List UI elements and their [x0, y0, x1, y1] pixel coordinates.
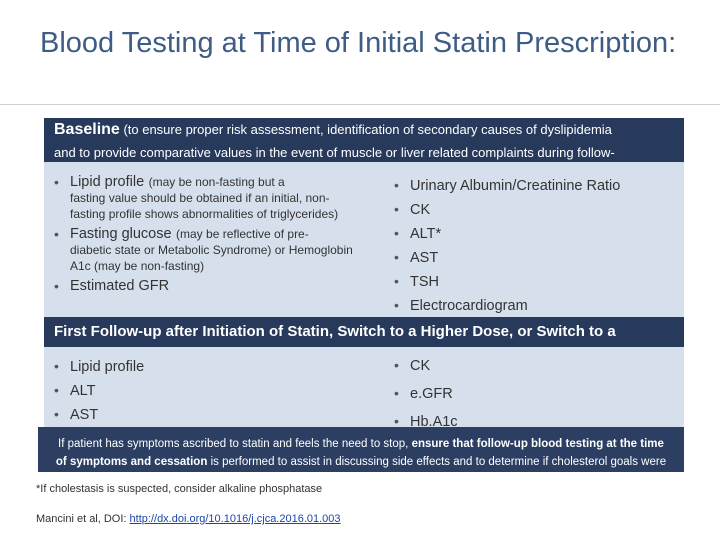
bullet-icon: • [54, 278, 59, 294]
symptom-note-box [38, 427, 684, 472]
baseline-item-gfr [54, 278, 364, 294]
followup-right-item [394, 380, 674, 408]
bullet-icon: • [394, 201, 399, 217]
symptom-note-text [38, 427, 684, 472]
baseline-note-2: and to provide comparative values in the event of muscle or liver related complaints during follow- [54, 145, 615, 160]
footnote: *If cholestasis is suspected, consider alkaline phosphatase [36, 483, 323, 495]
note-bold: ensure that follow-up blood testing at the time of symptoms and cessation [55, 438, 664, 468]
baseline-body [44, 162, 684, 317]
doi-link[interactable]: http://dx.doi.org/10.1016/j.cjca.2016.01.003 [129, 513, 341, 525]
baseline-right-item [394, 270, 674, 294]
baseline-heading: Baseline [54, 121, 120, 138]
followup-left-column [54, 355, 354, 427]
baseline-right-label: TSH [410, 274, 439, 290]
baseline-right-column [394, 174, 674, 317]
followup-right-column [394, 352, 674, 427]
baseline-heading-line-1 [54, 121, 612, 139]
bullet-icon: • [394, 385, 399, 401]
followup-right-label: Hb.A1c [410, 414, 458, 427]
followup-heading-1: First Follow-up after Initiation of Statin, Switch to a Higher Dose, or Switch to a [54, 323, 616, 340]
baseline-right-item [394, 198, 674, 222]
bullet-icon: • [394, 297, 399, 313]
note-part-2: is performed to assist in discussing side effects and to determine if cholesterol goals were [210, 456, 667, 468]
followup-left-item [54, 379, 354, 403]
baseline-right-item [394, 222, 674, 246]
bullet-icon: • [54, 226, 59, 242]
baseline-right-label: CK [410, 202, 431, 218]
baseline-right-label: ALT* [410, 226, 442, 242]
baseline-right-item [394, 246, 674, 270]
followup-left-item [54, 355, 354, 379]
followup-body [44, 347, 684, 427]
bullet-icon: • [394, 357, 399, 373]
followup-left-label: AST [70, 407, 99, 423]
followup-right-item [394, 352, 674, 380]
bullet-icon: • [394, 249, 399, 265]
bullet-icon: • [394, 225, 399, 241]
followup-left-item [54, 403, 354, 427]
citation [36, 513, 341, 525]
note-part-1: If patient has symptoms ascribed to statin and feels the need to stop, [58, 438, 409, 450]
citation-prefix: Mancini et al, DOI: [36, 513, 127, 525]
baseline-item-sub: diabetic state or Metabolic Syndrome) or Hemoglobin A1c (may be non-fasting) [70, 243, 353, 273]
bullet-icon: • [54, 358, 59, 374]
bullet-icon: • [54, 174, 59, 190]
bullet-icon: • [394, 177, 399, 193]
baseline-left-column [54, 174, 364, 298]
bullet-icon: • [54, 382, 59, 398]
baseline-note-1: (to ensure proper risk assessment, identification of secondary causes of dyslipidemia [123, 122, 612, 137]
baseline-item-lipid [54, 174, 364, 222]
title-divider [0, 104, 720, 105]
followup-header [44, 317, 684, 347]
followup-right-label: CK [410, 358, 431, 374]
baseline-right-label: AST [410, 250, 439, 266]
bullet-icon: • [394, 413, 399, 427]
baseline-item-sub: fasting value should be obtained if an initial, non-fasting profile shows abnormalities of triglycerides) [70, 191, 339, 221]
bullet-icon: • [394, 273, 399, 289]
followup-right-label: e.GFR [410, 386, 453, 402]
followup-left-label: ALT [70, 383, 96, 399]
baseline-right-label: Urinary Albumin/Creatinine Ratio [410, 178, 621, 194]
baseline-item-main: Lipid profile [70, 174, 145, 190]
followup-left-label: Lipid profile [70, 359, 145, 375]
baseline-item-glucose [54, 226, 364, 274]
baseline-right-item [394, 294, 674, 317]
followup-right-item [394, 408, 674, 427]
baseline-right-item [394, 174, 674, 198]
baseline-item-sub-inline: (may be non-fasting but a [148, 175, 285, 189]
baseline-item-main: Estimated GFR [70, 278, 170, 294]
page-title: Blood Testing at Time of Initial Statin Prescription: [40, 27, 677, 59]
baseline-item-main: Fasting glucose [70, 226, 172, 242]
baseline-right-label: Electrocardiogram [410, 298, 528, 314]
bullet-icon: • [54, 406, 59, 422]
baseline-item-sub-inline: (may be reflective of pre- [176, 227, 309, 241]
baseline-header [44, 118, 684, 162]
